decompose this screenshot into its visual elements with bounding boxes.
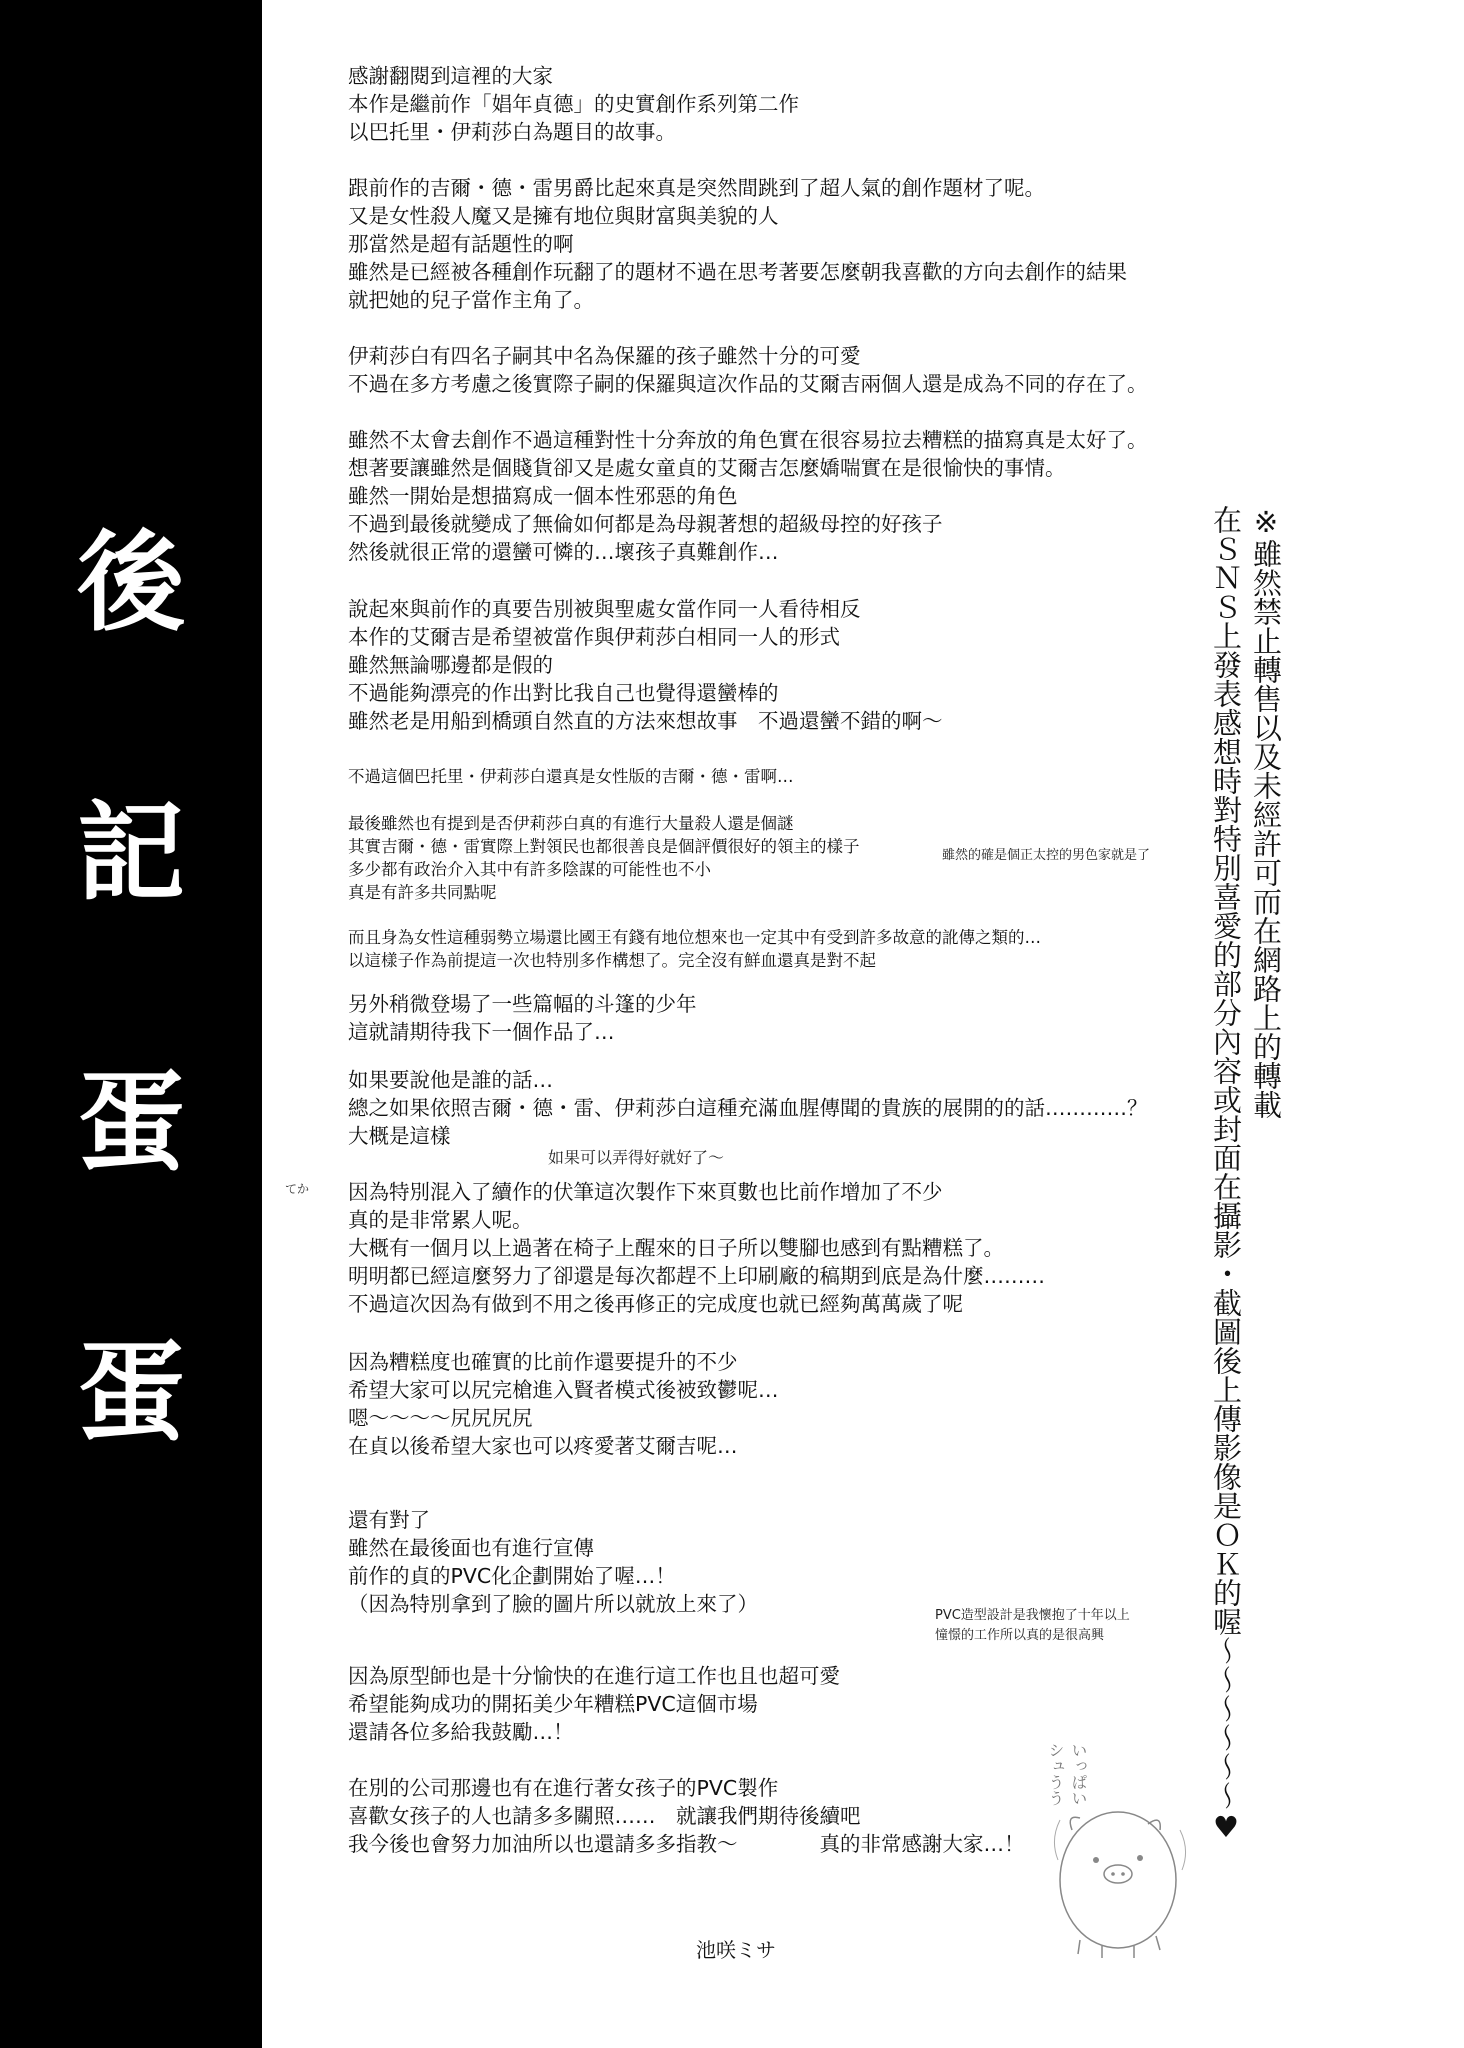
body-line: 而且身為女性這種弱勢立場還比國王有錢有地位想來也一定其中有受到許多故意的訛傳之類的… xyxy=(348,928,1041,947)
body-line: 感謝翻閱到這裡的大家 xyxy=(348,64,553,88)
body-line: 本作的艾爾吉是希望被當作與伊莉莎白相同一人的形式 xyxy=(348,625,840,649)
body-line: 說起來與前作的真要告別被與聖處女當作同一人看待相反 xyxy=(348,597,861,621)
body-line: 嗯～～～～尻尻尻尻 xyxy=(348,1406,533,1430)
body-line: 另外稍微登場了一些篇幅的斗篷的少年 xyxy=(348,992,697,1016)
body-line: （因為特別拿到了臉的圖片所以就放上來了） xyxy=(348,1592,758,1616)
body-line: 以巴托里・伊莉莎白為題目的故事。 xyxy=(348,120,676,144)
title-char-1: 後 xyxy=(76,521,185,646)
body-line: 那當然是超有話題性的啊 xyxy=(348,232,574,256)
body-line: 然後就很正常的還蠻可憐的…壞孩子真難創作… xyxy=(348,540,779,564)
body-line: 因為原型師也是十分愉快的在進行這工作也且也超可愛 xyxy=(348,1664,840,1688)
title-char-4: 蛋 xyxy=(76,1331,185,1456)
author-signature: 池咲ミサ xyxy=(696,1938,776,1962)
body-line: 跟前作的吉爾・德・雷男爵比起來真是突然間跳到了超人氣的創作題材了呢。 xyxy=(348,176,1045,200)
body-line: 還請各位多給我鼓勵…！ xyxy=(348,1720,574,1744)
side-note-pvc-2: 憧憬的工作所以真的是很高興 xyxy=(935,1628,1105,1643)
body-line: 大概是這樣 xyxy=(348,1124,451,1148)
body-line: 真是有許多共同點呢 xyxy=(348,883,497,902)
body-line: 因為特別混入了續作的伏筆這次製作下來頁數也比前作增加了不少 xyxy=(348,1180,943,1204)
body-line: 雖然無論哪邊都是假的 xyxy=(348,653,553,677)
body-line: 雖然不太會去創作不過這種對性十分奔放的角色實在很容易拉去糟糕的描寫真是太好了。 xyxy=(348,428,1148,452)
body-line: 大概有一個月以上過著在椅子上醒來的日子所以雙腳也感到有點糟糕了。 xyxy=(348,1236,1004,1260)
side-note-pvc-1: PVC造型設計是我懷抱了十年以上 xyxy=(935,1608,1130,1623)
body-line: 我今後也會努力加油所以也還請多多指教～ 真的非常感謝大家…！ xyxy=(348,1832,1025,1856)
title-char-3: 蛋 xyxy=(76,1061,185,1186)
pig-doodle-text: いっぱい シュうう xyxy=(1046,1742,1088,1806)
body-line: 雖然是已經被各種創作玩翻了的題材不過在思考著要怎麼朝我喜歡的方向去創作的結果 xyxy=(348,260,1127,284)
body-line: 真的是非常累人呢。 xyxy=(348,1208,533,1232)
body-line: 在貞以後希望大家也可以疼愛著艾爾吉呢… xyxy=(348,1434,738,1458)
body-line: 不過在多方考慮之後實際子嗣的保羅與這次作品的艾爾吉兩個人還是成為不同的存在了。 xyxy=(348,372,1148,396)
body-line: 不過到最後就變成了無倫如何都是為母親著想的超級母控的好孩子 xyxy=(348,512,943,536)
body-line: 以這樣子作為前提這一次也特別多作構想了。完全沒有鮮血還真是對不起 xyxy=(348,951,876,970)
body-line: 雖然在最後面也有進行宣傳 xyxy=(348,1536,594,1560)
pig-doodle xyxy=(1030,1730,1200,1964)
body-line: 不過這個巴托里・伊莉莎白還真是女性版的吉爾・德・雷啊… xyxy=(348,767,794,786)
body-line: 這就請期待我下一個作品了… xyxy=(348,1020,615,1044)
body-line: 本作是繼前作「娼年貞德」的史實創作系列第二作 xyxy=(348,92,799,116)
body-line: 又是女性殺人魔又是擁有地位與財富與美貌的人 xyxy=(348,204,779,228)
body-line: 希望大家可以尻完槍進入賢者模式後被致鬱呢… xyxy=(348,1378,779,1402)
body-line: 如果要說他是誰的話… xyxy=(348,1068,553,1092)
body-line: 不過能夠漂亮的作出對比我自己也覺得還蠻棒的 xyxy=(348,681,779,705)
body-line: 就把她的兒子當作主角了。 xyxy=(348,288,594,312)
body-line: 明明都已經這麼努力了卻還是每次都趕不上印刷廠的稿期到底是為什麼……… xyxy=(348,1264,1045,1288)
body-line: 最後雖然也有提到是否伊莉莎白真的有進行大量殺人還是個謎 xyxy=(348,814,794,833)
side-note-hope: 如果可以弄得好就好了～ xyxy=(548,1148,725,1167)
body-line: 前作的貞的PVC化企劃開始了喔…！ xyxy=(348,1564,676,1588)
body-line: 喜歡女孩子的人也請多多關照…… 就讓我們期待後續吧 xyxy=(348,1804,861,1828)
notice-column-2: 在ＳＮＳ上發表感想時對特別喜愛的部分內容或封面在攝影・截圖後上傳影像是ＯＫ的喔～～～～～～♥ xyxy=(1209,505,1243,1844)
body-line: 想著要讓雖然是個賤貨卻又是處女童貞的艾爾吉怎麼嬌喘實在是很愉快的事情。 xyxy=(348,456,1066,480)
handwritten-note: てか xyxy=(285,1182,310,1196)
body-line: 因為糟糕度也確實的比前作還要提升的不少 xyxy=(348,1350,738,1374)
body-line: 希望能夠成功的開拓美少年糟糕PVC這個市場 xyxy=(348,1692,758,1716)
body-line: 不過這次因為有做到不用之後再修正的完成度也就已經夠萬萬歲了呢 xyxy=(348,1292,963,1316)
body-line: 總之如果依照吉爾・德・雷、伊莉莎白這種充滿血腥傳聞的貴族的展開的的話…………？ xyxy=(348,1096,1148,1120)
title-char-2: 記 xyxy=(76,791,185,916)
body-line: 在別的公司那邊也有在進行著女孩子的PVC製作 xyxy=(348,1776,779,1800)
body-line: 雖然老是用船到橋頭自然直的方法來想故事 不過還蠻不錯的啊～ xyxy=(348,709,943,733)
body-line: 還有對了 xyxy=(348,1508,430,1532)
side-note-shota: 雖然的確是個正太控的男色家就是了 xyxy=(942,848,1151,863)
body-line: 伊莉莎白有四名子嗣其中名為保羅的孩子雖然十分的可愛 xyxy=(348,344,861,368)
body-line: 其實吉爾・德・雷實際上對領民也都很善良是個評價很好的領主的樣子 xyxy=(348,837,860,856)
body-line: 雖然一開始是想描寫成一個本性邪惡的角色 xyxy=(348,484,738,508)
notice-column-1: ※雖然禁止轉售以及未經許可而在網路上的轉載 xyxy=(1249,505,1283,1119)
body-line: 多少都有政治介入其中有許多陰謀的可能性也不小 xyxy=(348,860,711,879)
